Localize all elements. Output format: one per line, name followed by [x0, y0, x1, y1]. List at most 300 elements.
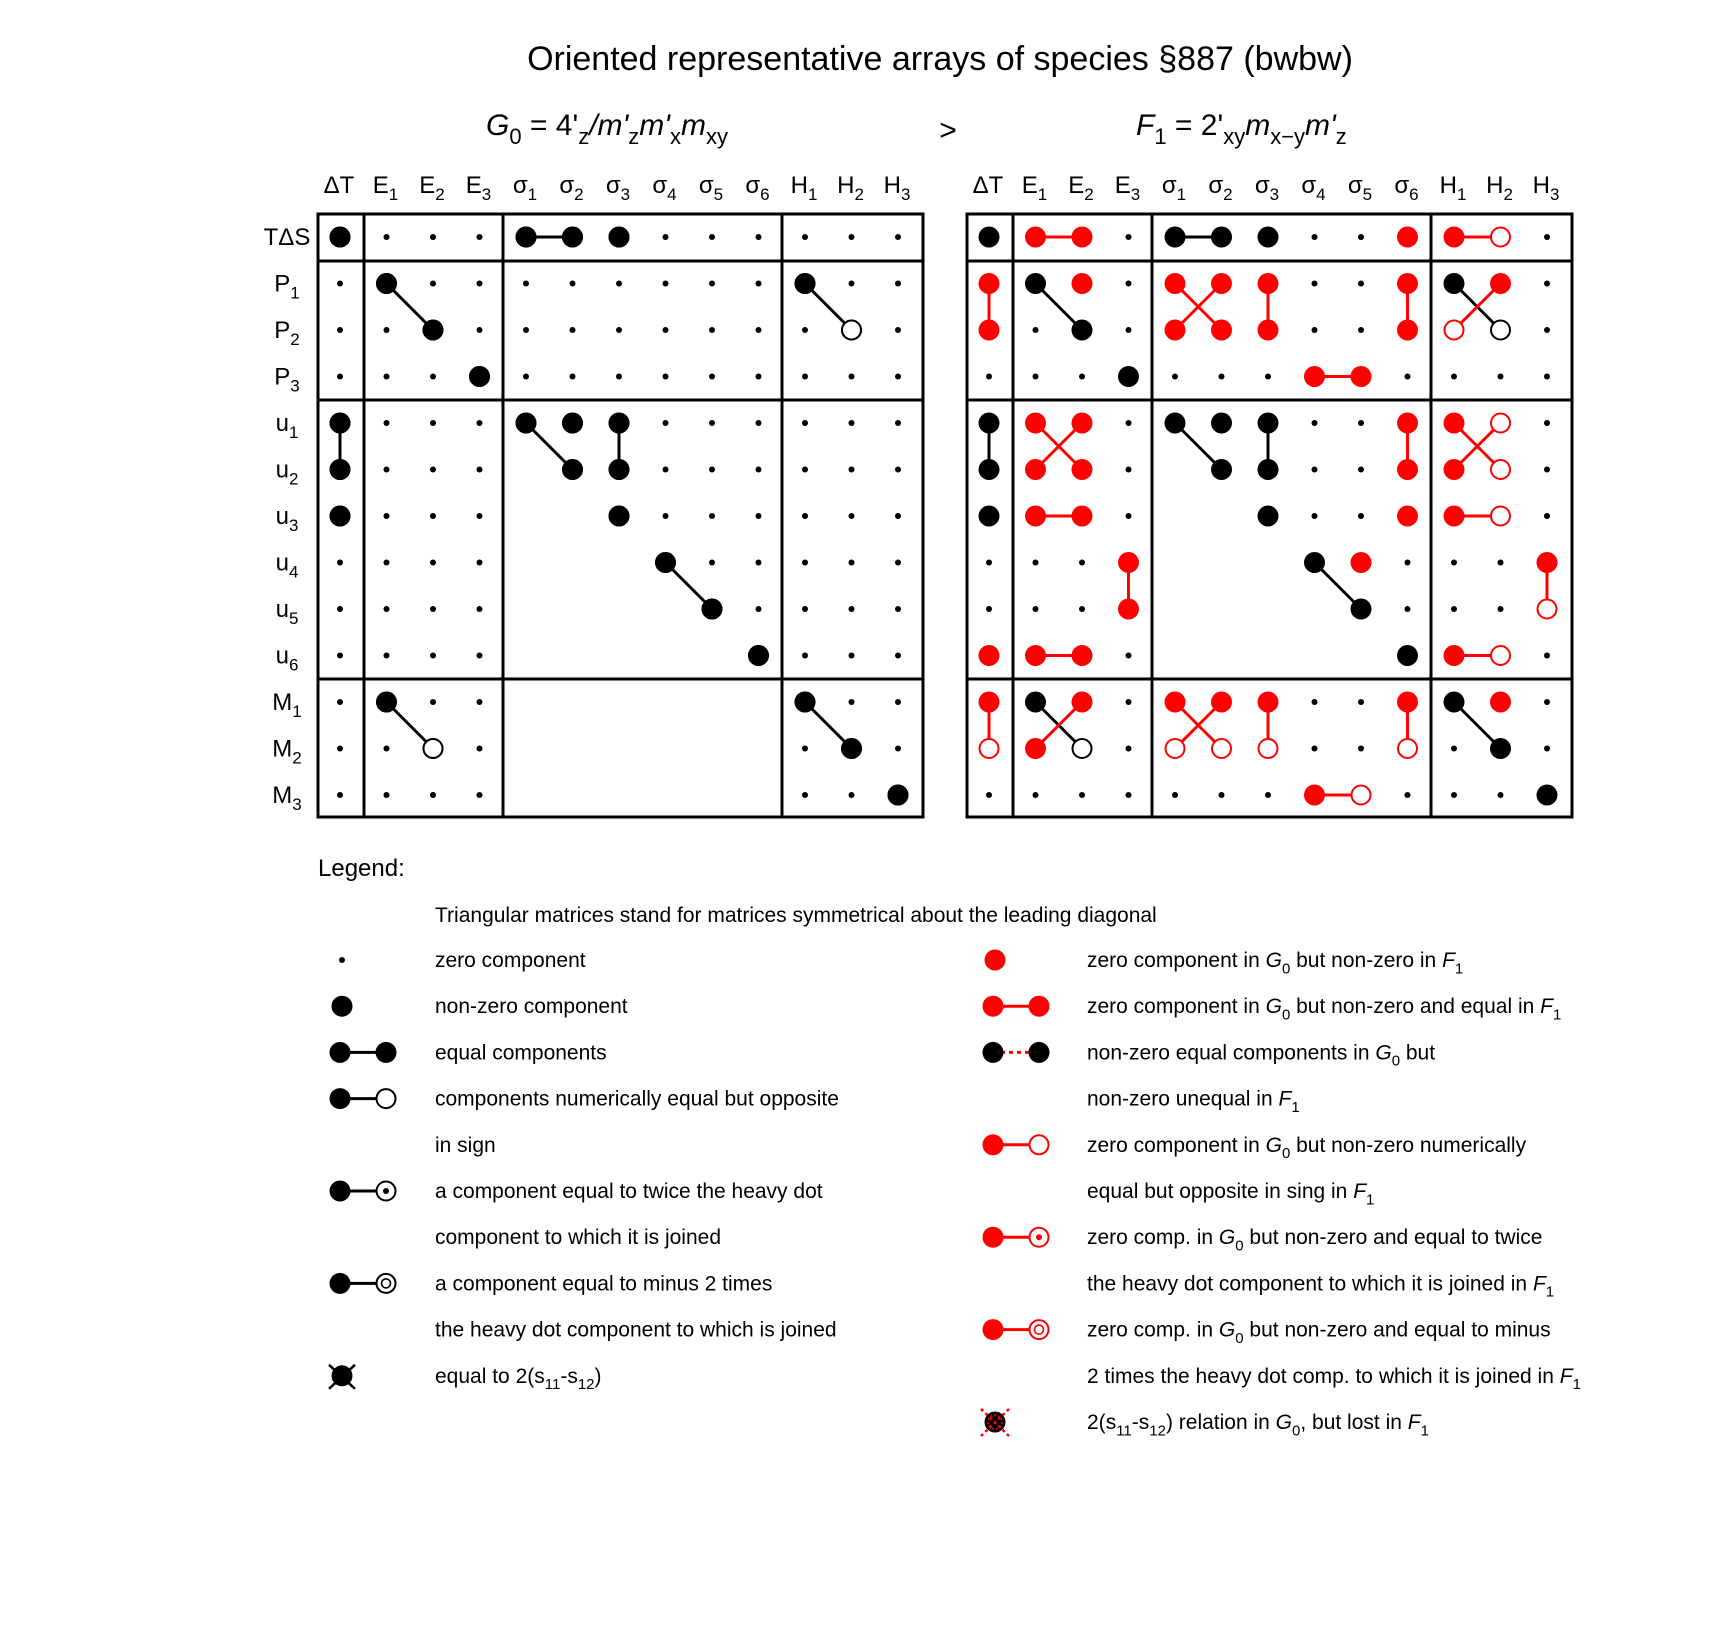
g0-zero — [756, 420, 762, 426]
g0-zero — [384, 653, 390, 659]
g0-zero — [709, 513, 715, 519]
g0-zero — [709, 560, 715, 566]
f1-array-col-header: $H_2$ — [1486, 172, 1513, 205]
g0-nonzero — [562, 459, 583, 480]
legend-text: zero component — [435, 949, 586, 972]
f1-nonzero — [1025, 273, 1046, 294]
legend-text: non-zero equal components in $G_0$ but — [1087, 1041, 1436, 1070]
f1-new-nonzero — [1072, 413, 1093, 434]
f1-zero — [1358, 234, 1364, 240]
f1-zero — [1498, 560, 1504, 566]
f1-nonzero — [1304, 552, 1325, 573]
f1-zero — [1544, 699, 1550, 705]
f1-zero — [1033, 792, 1039, 798]
g0-zero — [849, 792, 855, 798]
f1-new-nonzero — [1072, 506, 1093, 527]
f1-new-nonzero — [1072, 273, 1093, 294]
f1-nonzero — [1211, 413, 1232, 434]
f1-zero — [1126, 420, 1132, 426]
f1-new-nonzero — [1211, 273, 1232, 294]
f1-opposite — [1491, 321, 1510, 340]
f1-array-col-header: $\sigma_1$ — [1161, 172, 1187, 205]
g0-zero — [616, 281, 622, 287]
g0-zero — [337, 606, 343, 612]
g0-zero — [477, 234, 483, 240]
g0-nonzero — [330, 506, 351, 527]
g0-zero — [849, 560, 855, 566]
g0-zero — [430, 467, 436, 473]
g0-zero — [570, 374, 576, 380]
g0-zero — [477, 746, 483, 752]
g0-zero — [802, 467, 808, 473]
g0-nonzero — [516, 227, 537, 248]
g0-nonzero — [423, 320, 444, 341]
legend-item — [983, 1134, 1527, 1209]
legend-note: Triangular matrices stand for matrices symmetrical about the leading diagonal — [435, 904, 1157, 927]
g0-zero — [384, 792, 390, 798]
page-title: Oriented representative arrays of species §887 (bwbw) — [527, 40, 1353, 78]
legend-dot-icon — [983, 1319, 1004, 1340]
g0-array-col-header: $H_1$ — [790, 172, 818, 205]
row-header: $M_3$ — [272, 782, 302, 815]
f1-new-nonzero — [1072, 227, 1093, 248]
g0-zero — [849, 653, 855, 659]
g0-zero — [523, 327, 529, 333]
f1-nonzero — [979, 227, 1000, 248]
f1-nonzero — [979, 506, 1000, 527]
g0-zero — [895, 560, 901, 566]
g0-nonzero — [469, 366, 490, 387]
g0-zero — [849, 513, 855, 519]
g0-zero — [337, 746, 343, 752]
f1-new-nonzero — [979, 273, 1000, 294]
g0-zero — [756, 606, 762, 612]
f1-zero — [1033, 374, 1039, 380]
f1-nonzero — [1351, 599, 1372, 620]
legend — [318, 855, 1581, 1439]
f1-new-nonzero — [1304, 785, 1325, 806]
g0-zero — [384, 746, 390, 752]
g0-zero — [663, 281, 669, 287]
f1-new-nonzero — [1444, 459, 1465, 480]
legend-text: the heavy dot component to which it is joined in $F_1$ — [1087, 1272, 1555, 1301]
g0-zero — [477, 792, 483, 798]
g0-array-col-header: $\sigma_5$ — [698, 172, 724, 205]
g0-nonzero — [655, 552, 676, 573]
g0-zero — [384, 606, 390, 612]
array-formulas — [486, 109, 1347, 149]
f1-zero — [1358, 420, 1364, 426]
legend-text: the heavy dot component to which is joined — [435, 1318, 837, 1342]
legend-text: 2 times the heavy dot comp. to which it is joined in $F_1$ — [1087, 1364, 1581, 1394]
g0-zero — [709, 467, 715, 473]
f1-zero — [986, 792, 992, 798]
g0-zero — [430, 513, 436, 519]
f1-zero — [1312, 513, 1318, 519]
g0-array-col-header: $\sigma_1$ — [512, 172, 538, 205]
f1-new-nonzero — [979, 645, 1000, 666]
f1-new-opposite — [1445, 321, 1464, 340]
g0-zero — [802, 327, 808, 333]
legend-item — [332, 995, 628, 1018]
g0-zero — [756, 234, 762, 240]
f1-formula: $F_1 = 2'_{xy}m_{x-y}m'_z$ — [1136, 109, 1347, 149]
f1-nonzero — [1165, 413, 1186, 434]
g0-array-col-header: $\sigma_6$ — [745, 172, 770, 205]
g0-zero — [849, 606, 855, 612]
f1-new-opposite — [1212, 739, 1231, 758]
g0-zero — [663, 327, 669, 333]
g0-zero — [430, 653, 436, 659]
legend-dot-icon — [330, 1181, 351, 1202]
legend-dot-icon — [330, 1042, 351, 1063]
legend-text: zero comp. in $G_0$ but non-zero and equal to minus — [1087, 1318, 1551, 1347]
g0-zero — [802, 513, 808, 519]
g0-opposite — [842, 321, 861, 340]
legend-open-icon — [1030, 1320, 1049, 1339]
g0-zero — [384, 467, 390, 473]
g0-zero — [570, 327, 576, 333]
f1-zero — [1358, 281, 1364, 287]
g0-array-col-header: $H_2$ — [837, 172, 864, 205]
g0-array-col-header: $E_3$ — [465, 172, 492, 205]
g0-nonzero — [748, 645, 769, 666]
g0-zero — [384, 560, 390, 566]
legend-new-nonzero-icon — [985, 950, 1006, 971]
f1-zero — [1312, 234, 1318, 240]
f1-array — [967, 172, 1572, 817]
f1-zero — [986, 606, 992, 612]
legend-text: $2(s_{11}-s_{12})$ relation in $G_0$, but lost in $F_1$ — [1087, 1411, 1429, 1440]
f1-zero — [1033, 606, 1039, 612]
legend-item — [985, 949, 1464, 977]
f1-zero — [1405, 560, 1411, 566]
f1-nonzero — [1444, 273, 1465, 294]
g0-nonzero — [795, 692, 816, 713]
f1-array-col-header: $\sigma_6$ — [1394, 172, 1419, 205]
g0-zero — [802, 234, 808, 240]
f1-new-nonzero — [1165, 692, 1186, 713]
g0-zero — [895, 699, 901, 705]
f1-zero — [1405, 792, 1411, 798]
legend-text: zero comp. in $G_0$ but non-zero and equal to twice — [1087, 1226, 1543, 1255]
f1-nonzero — [1118, 366, 1139, 387]
g0-zero — [849, 467, 855, 473]
f1-new-nonzero — [1397, 413, 1418, 434]
g0-nonzero — [795, 273, 816, 294]
f1-new-nonzero — [1072, 459, 1093, 480]
f1-new-opposite — [1491, 646, 1510, 665]
g0-zero — [663, 420, 669, 426]
g0-zero — [849, 699, 855, 705]
f1-zero — [1172, 374, 1178, 380]
legend-text: in sign — [435, 1133, 496, 1157]
g0-zero — [756, 560, 762, 566]
g0-array — [318, 172, 923, 817]
g0-zero — [430, 560, 436, 566]
legend-item — [330, 1272, 837, 1341]
g0-zero — [337, 653, 343, 659]
f1-new-opposite — [1491, 507, 1510, 526]
g0-zero — [663, 234, 669, 240]
f1-zero — [1544, 327, 1550, 333]
g0-zero — [337, 327, 343, 333]
g0-zero — [802, 560, 808, 566]
g0-array-col-header: $\sigma_2$ — [559, 172, 584, 205]
f1-zero — [1033, 560, 1039, 566]
legend-item — [981, 1409, 1429, 1439]
f1-nonzero — [979, 459, 1000, 480]
f1-new-nonzero — [1165, 273, 1186, 294]
f1-zero — [1079, 606, 1085, 612]
f1-new-opposite — [980, 739, 999, 758]
g0-zero — [663, 513, 669, 519]
arrays — [264, 172, 1572, 817]
g0-zero — [756, 327, 762, 333]
g0-zero — [802, 374, 808, 380]
legend-dot-icon — [983, 1227, 1004, 1248]
f1-new-nonzero — [1025, 227, 1046, 248]
f1-zero — [1126, 699, 1132, 705]
f1-nonzero — [1258, 506, 1279, 527]
f1-zero — [1544, 234, 1550, 240]
f1-nonzero — [1072, 320, 1093, 341]
g0-zero — [430, 234, 436, 240]
row-header: $u_6$ — [275, 642, 299, 675]
g0-nonzero — [562, 227, 583, 248]
g0-zero — [337, 374, 343, 380]
f1-zero — [1126, 327, 1132, 333]
legend-item — [983, 995, 1562, 1023]
f1-new-nonzero — [1490, 273, 1511, 294]
legend-dot-icon — [983, 1042, 1004, 1063]
f1-nonzero — [1211, 227, 1232, 248]
f1-zero — [1544, 374, 1550, 380]
f1-new-nonzero — [1072, 645, 1093, 666]
g0-zero — [849, 420, 855, 426]
f1-new-nonzero — [1490, 692, 1511, 713]
legend-text: non-zero unequal in $F_1$ — [1087, 1087, 1300, 1116]
f1-opposite — [1073, 739, 1092, 758]
legend-text: equal components — [435, 1041, 607, 1065]
f1-array-col-header: $E_3$ — [1114, 172, 1141, 205]
f1-zero — [1219, 792, 1225, 798]
f1-array-col-header: $E_2$ — [1068, 172, 1094, 205]
f1-new-nonzero — [1118, 599, 1139, 620]
g0-zero — [709, 327, 715, 333]
g0-zero — [523, 374, 529, 380]
f1-new-nonzero — [1304, 366, 1325, 387]
legend-text: a component equal to minus 2 times — [435, 1272, 773, 1296]
g0-array-col-header: $H_3$ — [883, 172, 911, 205]
f1-zero — [1544, 653, 1550, 659]
f1-zero — [1265, 792, 1271, 798]
g0-nonzero — [516, 413, 537, 434]
legend-item — [983, 1319, 1581, 1394]
legend-dot-icon — [330, 1088, 351, 1109]
legend-text: zero component in $G_0$ but non-zero in $F_1$ — [1087, 949, 1464, 978]
legend-dot-icon — [1029, 996, 1050, 1017]
f1-nonzero — [1397, 645, 1418, 666]
f1-new-nonzero — [1397, 273, 1418, 294]
g0-zero — [709, 234, 715, 240]
f1-zero — [1033, 327, 1039, 333]
g0-array-col-header: ΔT — [323, 172, 355, 199]
f1-nonzero — [1490, 738, 1511, 759]
legend-text: zero component in $G_0$ but non-zero and equal in $F_1$ — [1087, 995, 1562, 1024]
f1-zero — [1312, 467, 1318, 473]
f1-zero — [1544, 467, 1550, 473]
f1-zero — [1451, 792, 1457, 798]
row-header: TΔS — [263, 224, 311, 251]
legend-nonzero-icon — [332, 996, 353, 1017]
g0-zero — [895, 467, 901, 473]
f1-new-opposite — [1398, 739, 1417, 758]
f1-nonzero — [1165, 227, 1186, 248]
g0-array-col-header: $\sigma_3$ — [605, 172, 631, 205]
g0-nonzero — [330, 227, 351, 248]
f1-new-nonzero — [1351, 366, 1372, 387]
g0-zero — [895, 606, 901, 612]
g0-zero — [756, 513, 762, 519]
f1-zero — [986, 560, 992, 566]
legend-item — [983, 1041, 1436, 1116]
f1-array-col-header: $\sigma_4$ — [1301, 172, 1326, 205]
f1-zero — [1358, 746, 1364, 752]
g0-zero — [895, 327, 901, 333]
g0-zero — [477, 420, 483, 426]
g0-zero — [895, 281, 901, 287]
f1-new-nonzero — [1537, 552, 1558, 573]
g0-formula: $G_0 = 4'_z/m'_zm'_xm_{xy}$ — [486, 109, 728, 149]
f1-new-nonzero — [1211, 692, 1232, 713]
legend-item — [339, 949, 586, 972]
f1-zero — [1126, 281, 1132, 287]
g0-zero — [802, 746, 808, 752]
f1-nonzero — [1537, 785, 1558, 806]
row-header: $P_2$ — [274, 317, 300, 350]
f1-zero — [1126, 513, 1132, 519]
g0-zero — [430, 374, 436, 380]
g0-zero — [709, 374, 715, 380]
legend-open-icon — [1030, 1135, 1049, 1154]
g0-zero — [523, 281, 529, 287]
row-header: $P_1$ — [274, 270, 300, 303]
legend-item — [329, 1365, 602, 1393]
legend-center-dot-icon — [1036, 1234, 1042, 1240]
row-header: $u_5$ — [275, 596, 299, 629]
f1-array-col-header: $\sigma_5$ — [1347, 172, 1373, 205]
g0-zero — [895, 374, 901, 380]
f1-zero — [1312, 327, 1318, 333]
row-header: $u_3$ — [275, 503, 299, 536]
legend-text: equal but opposite in sing in $F_1$ — [1087, 1180, 1375, 1209]
g0-zero — [384, 234, 390, 240]
g0-zero — [477, 560, 483, 566]
f1-zero — [1219, 374, 1225, 380]
g0-nonzero — [888, 785, 909, 806]
g0-zero — [430, 606, 436, 612]
f1-nonzero — [1444, 692, 1465, 713]
row-header: $P_3$ — [274, 363, 300, 396]
g0-zero — [849, 281, 855, 287]
f1-new-nonzero — [1444, 413, 1465, 434]
f1-new-nonzero — [1397, 692, 1418, 713]
g0-zero — [430, 792, 436, 798]
g0-zero — [337, 560, 343, 566]
f1-zero — [1451, 606, 1457, 612]
g0-zero — [895, 746, 901, 752]
f1-zero — [1498, 792, 1504, 798]
f1-zero — [1126, 467, 1132, 473]
legend-dot-icon — [983, 1134, 1004, 1155]
f1-zero — [1312, 281, 1318, 287]
g0-zero — [663, 467, 669, 473]
legend-text: a component equal to twice the heavy dot — [435, 1180, 823, 1203]
g0-zero — [849, 234, 855, 240]
f1-zero — [1312, 420, 1318, 426]
g0-zero — [663, 374, 669, 380]
f1-new-nonzero — [1025, 645, 1046, 666]
f1-zero — [1358, 513, 1364, 519]
f1-new-nonzero — [1258, 692, 1279, 713]
f1-new-nonzero — [1258, 320, 1279, 341]
g0-nonzero — [330, 413, 351, 434]
g0-nonzero — [609, 459, 630, 480]
f1-new-nonzero — [979, 692, 1000, 713]
row-header: $M_2$ — [272, 735, 302, 768]
f1-zero — [1358, 467, 1364, 473]
g0-zero — [430, 281, 436, 287]
f1-zero — [1544, 746, 1550, 752]
f1-zero — [986, 374, 992, 380]
f1-zero — [1079, 792, 1085, 798]
g0-zero — [895, 420, 901, 426]
g0-zero — [477, 281, 483, 287]
g0-zero — [709, 281, 715, 287]
legend-text: zero component in $G_0$ but non-zero numerically — [1087, 1133, 1527, 1163]
g0-nonzero — [841, 738, 862, 759]
legend-text: component to which it is joined — [435, 1226, 721, 1250]
f1-array-col-header: $H_1$ — [1439, 172, 1467, 205]
f1-new-nonzero — [1118, 552, 1139, 573]
f1-nonzero — [1258, 227, 1279, 248]
f1-nonzero — [1258, 459, 1279, 480]
legend-dot-icon — [983, 996, 1004, 1017]
g0-zero — [756, 281, 762, 287]
f1-zero — [1451, 560, 1457, 566]
legend-text: non-zero component — [435, 995, 628, 1019]
f1-zero — [1358, 699, 1364, 705]
g0-zero — [895, 513, 901, 519]
legend-item — [330, 1088, 839, 1157]
f1-new-nonzero — [1444, 506, 1465, 527]
g0-nonzero — [562, 413, 583, 434]
g0-zero — [802, 792, 808, 798]
g0-zero — [570, 281, 576, 287]
row-header: $u_4$ — [275, 549, 299, 582]
g0-nonzero — [330, 459, 351, 480]
f1-new-nonzero — [1258, 273, 1279, 294]
f1-new-nonzero — [1165, 320, 1186, 341]
f1-zero — [1126, 792, 1132, 798]
g0-opposite — [424, 739, 443, 758]
f1-nonzero — [979, 413, 1000, 434]
g0-zero — [384, 327, 390, 333]
g0-array-col-header: $\sigma_4$ — [652, 172, 677, 205]
legend-item — [330, 1180, 823, 1249]
f1-zero — [1126, 746, 1132, 752]
